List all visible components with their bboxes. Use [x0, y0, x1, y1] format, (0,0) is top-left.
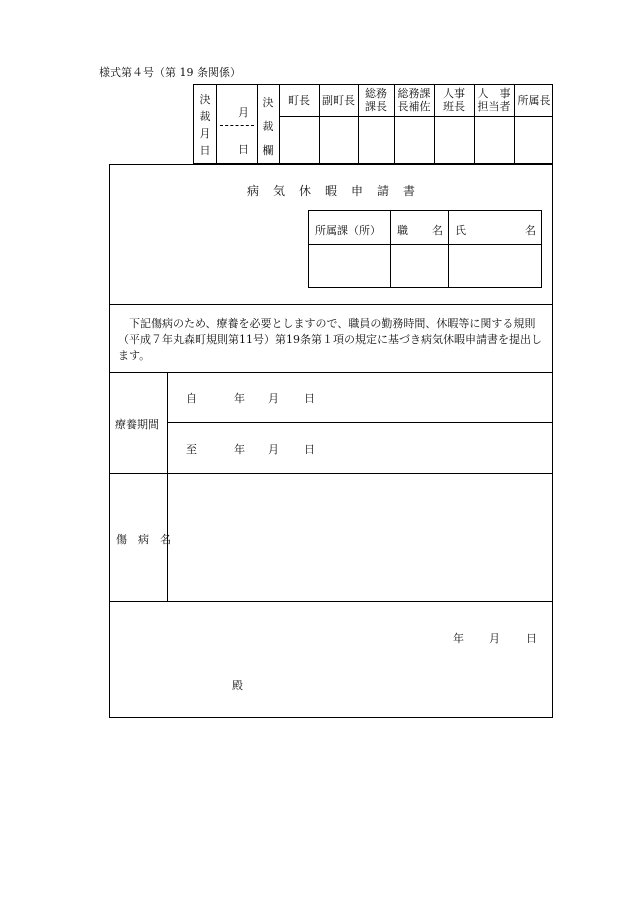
- applicant-info-table: [308, 210, 542, 288]
- seal-box-general-affairs-deputy[interactable]: [395, 117, 433, 163]
- seal-box-general-affairs-chief[interactable]: [359, 117, 393, 163]
- seal-box-personnel-chief[interactable]: [435, 117, 473, 163]
- position-field[interactable]: [392, 246, 447, 286]
- seal-box-dept-head[interactable]: [515, 117, 553, 163]
- form-number: 様式第４号（第 19 条関係）: [99, 66, 241, 79]
- application-statement: 下記傷病のため、療養を必要としますので、職員の勤務時間、休暇等に関する規則（平成７年丸森町規則第11号）第19条第１項の規定に基づき病気休暇申請書を提出します。: [118, 317, 542, 362]
- application-form: 病 気 休 暇 申 請 書 所属課（所） 職 名 氏 名 下記傷病のため、療養を必要としますので、職員の勤務時間、休暇等に関する規則（平成７年丸森町規則第11号）第19条第１項の規定に基づき病気休暇申請書を提出します。 療養期間 自 年 月 日 至 年 月 日 傷 病 名 年 月 日 殿: [109, 164, 553, 718]
- seal-header-personnel-chief: 人事 班長: [443, 87, 465, 113]
- illness-field[interactable]: [169, 475, 552, 599]
- affiliation-field[interactable]: [310, 246, 389, 286]
- seal-box-personnel-staff[interactable]: [475, 117, 513, 163]
- seal-header-deputy-mayor: 副町長: [322, 94, 355, 107]
- position-header-a: 職: [397, 224, 408, 237]
- name-field[interactable]: [450, 246, 540, 286]
- decision-column-label: 決 裁 欄: [262, 96, 274, 157]
- decision-date-label: 決 裁 月 日: [199, 93, 211, 157]
- decision-month: 月: [238, 106, 249, 119]
- position-header-b: 名: [432, 224, 443, 237]
- addressee-suffix: 殿: [232, 679, 243, 692]
- seal-box-mayor[interactable]: [280, 117, 318, 163]
- seal-header-mayor: 町長: [288, 94, 310, 107]
- period-label: 療養期間: [115, 418, 159, 431]
- name-header-b: 名: [525, 224, 536, 237]
- affiliation-header: 所属課（所）: [315, 224, 381, 237]
- seal-box-deputy-mayor[interactable]: [320, 117, 357, 163]
- name-header-a: 氏: [455, 224, 466, 237]
- illness-label: 傷 病 名: [116, 533, 171, 546]
- seal-header-dept-head: 所属長: [517, 94, 551, 107]
- decision-day: 日: [238, 143, 249, 156]
- seal-header-personnel-staff: 人 事 担当者: [477, 87, 511, 113]
- approval-grid: [193, 84, 553, 164]
- seal-header-general-affairs-deputy: 総務課 長補佐: [397, 87, 431, 113]
- form-title: 病 気 休 暇 申 請 書: [246, 184, 416, 198]
- seal-header-general-affairs-chief: 総務 課長: [365, 87, 387, 113]
